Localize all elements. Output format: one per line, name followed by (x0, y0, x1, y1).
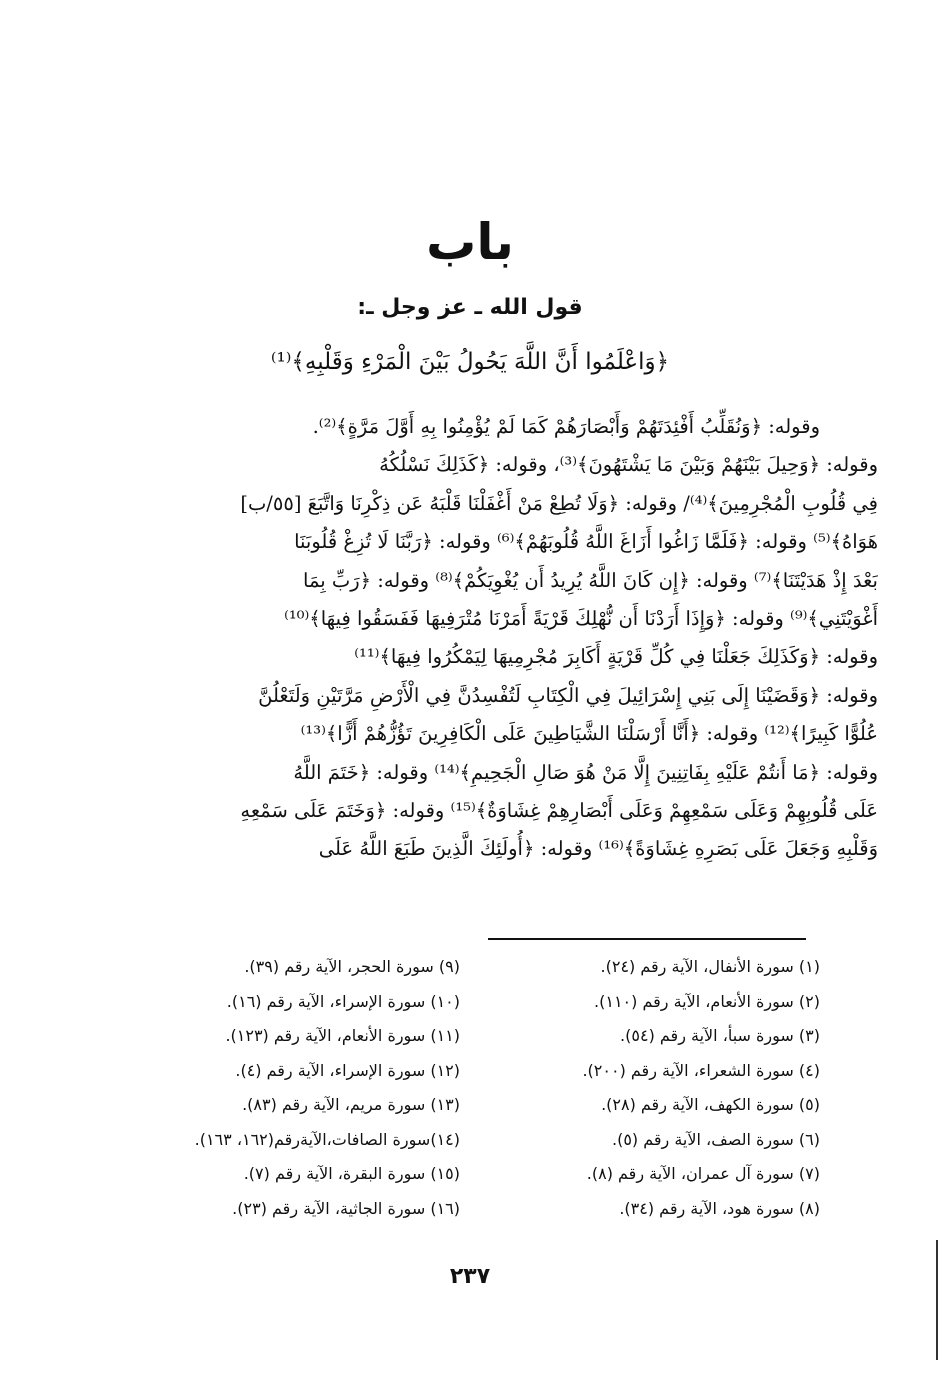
opening-verse: ﴿وَاعْلَمُوا أَنَّ اللَّهَ يَحُولُ بَيْنَ الْمَرْءِ وَقَلْبِهِ﴾⁽¹⁾ (270, 349, 670, 375)
footnote: (١٢) سورة الإسراء، الآية رقم (٤). (235, 1060, 460, 1080)
footnote-divider (488, 938, 806, 940)
scan-edge-mark (936, 1240, 938, 1360)
body-line: عَلَى قُلُوبِهِمْ وَعَلَى سَمْعِهِمْ وَعَلَى أَبْصَارِهِمْ غِشَاوَةٌ﴾⁽¹⁵⁾ وقوله: ﴿وَخَتَمَ عَلَى سَمْعِهِ (240, 798, 878, 822)
body-line: فِي قُلُوبِ الْمُجْرِمِينَ﴾⁽⁴⁾/ وقوله: ﴿وَلَا تُطِعْ مَنْ أَغْفَلْنَا قَلْبَهُ عَن ذِكْرِنَا وَاتَّبَعَ [٥٥/ب] (240, 491, 878, 515)
footnote: (٨) سورة هود، الآية رقم (٣٤). (619, 1198, 820, 1218)
footnote: (٣) سورة سبأ، الآية رقم (٥٤). (620, 1026, 820, 1045)
footnote: (٤) سورة الشعراء، الآية رقم (٢٠٠). (582, 1060, 820, 1080)
body-line: وَقَلْبِهِ وَجَعَلَ عَلَى بَصَرِهِ غِشَاوَةً﴾⁽¹⁶⁾ وقوله: ﴿أُولَئِكَ الَّذِينَ طَبَعَ اللَّهُ عَلَى (318, 837, 878, 861)
footnote: (١٤)سورة الصافات،الآيةرقم(١٦٢، ١٦٣). (194, 1129, 460, 1149)
body-line: أَغْوَيْتَنِي﴾⁽⁹⁾ وقوله: ﴿وَإِذَا أَرَدْنَا أَن نُّهْلِكَ قَرْيَةً أَمَرْنَا مُتْرَفِيهَا فَفَسَقُوا فِيهَا﴾⁽¹⁰⁾ (284, 606, 878, 630)
footnote: (٥) سورة الكهف، الآية رقم (٢٨). (601, 1095, 820, 1114)
body-line: وقوله: ﴿وَقَضَيْنَا إِلَى بَنِي إِسْرَائِيلَ فِي الْكِتَابِ لَتُفْسِدُنَّ فِي الْأَرْضِ مَرَّتَيْنِ وَلَتَعْلُنَّ (258, 683, 878, 707)
chapter-subtitle: قول الله ـ عز وجل ـ: (357, 295, 583, 320)
page-number: ٢٣٧ (449, 1264, 491, 1289)
body-line: عُلُوًّا كَبِيرًا﴾⁽¹²⁾ وقوله: ﴿أَنَّا أَرْسَلْنَا الشَّيَاطِينَ عَلَى الْكَافِرِينَ تَؤُزُّهُمْ أَزًّا﴾⁽¹³⁾ (300, 722, 878, 746)
footnote: (١٣) سورة مريم، الآية رقم (٨٣). (242, 1095, 460, 1114)
footnote: (٦) سورة الصف، الآية رقم (٥). (611, 1129, 820, 1149)
footnote: (١٦) سورة الجاثية، الآية رقم (٢٣). (232, 1198, 460, 1218)
body-text (58, 408, 878, 869)
body-line: وقوله: ﴿وَنُقَلِّبُ أَفْئِدَتَهُمْ وَأَبْصَارَهُمْ كَمَا لَمْ يُؤْمِنُوا بِهِ أَوَّلَ مَرَّةٍ﴾⁽²⁾. (312, 415, 820, 438)
footnote: (١) سورة الأنفال، الآية رقم (٢٤). (600, 957, 820, 976)
footnotes-left-column (120, 950, 460, 1226)
footnote: (١١) سورة الأنعام، الآية رقم (١٢٣). (225, 1026, 460, 1045)
footnote: (٧) سورة آل عمران، الآية رقم (٨). (586, 1164, 820, 1183)
chapter-title: باب (426, 213, 514, 271)
footnote: (١٠) سورة الإسراء، الآية رقم (١٦). (226, 991, 460, 1011)
body-line: وقوله: ﴿وَحِيلَ بَيْنَهُمْ وَبَيْنَ مَا يَشْتَهُونَ﴾⁽³⁾، وقوله: ﴿كَذَلِكَ نَسْلُكُهُ (379, 453, 878, 477)
body-line: وقوله: ﴿وَكَذَلِكَ جَعَلْنَا فِي كُلِّ قَرْيَةٍ أَكَابِرَ مُجْرِمِيهَا لِيَمْكُرُوا فِيهَا﴾⁽¹¹⁾ (354, 645, 878, 669)
body-line: بَعْدَ إِذْ هَدَيْتَنَا﴾⁽⁷⁾ وقوله: ﴿إِن كَانَ اللَّهُ يُرِيدُ أَن يُغْوِيَكُمْ﴾⁽⁸⁾ وقوله: ﴿رَبِّ بِمَا (303, 568, 878, 592)
body-line: وقوله: ﴿مَا أَنتُمْ عَلَيْهِ بِفَاتِنِينَ إِلَّا مَنْ هُوَ صَالِ الْجَحِيمِ﴾⁽¹⁴⁾ وقوله: ﴿خَتَمَ اللَّهُ (293, 760, 878, 784)
footnotes (120, 950, 820, 1230)
footnote: (٩) سورة الحجر، الآية رقم (٣٩). (244, 957, 460, 976)
footnote: (١٥) سورة البقرة، الآية رقم (٧). (243, 1164, 460, 1183)
footnote: (٢) سورة الأنعام، الآية رقم (١١٠). (594, 991, 820, 1011)
footnotes-right-column (480, 950, 820, 1226)
body-line: هَوَاهُ﴾⁽⁵⁾ وقوله: ﴿فَلَمَّا زَاغُوا أَزَاغَ اللَّهُ قُلُوبَهُمْ﴾⁽⁶⁾ وقوله: ﴿رَبَّنَا لَا تُزِغْ قُلُوبَنَا (294, 530, 878, 554)
